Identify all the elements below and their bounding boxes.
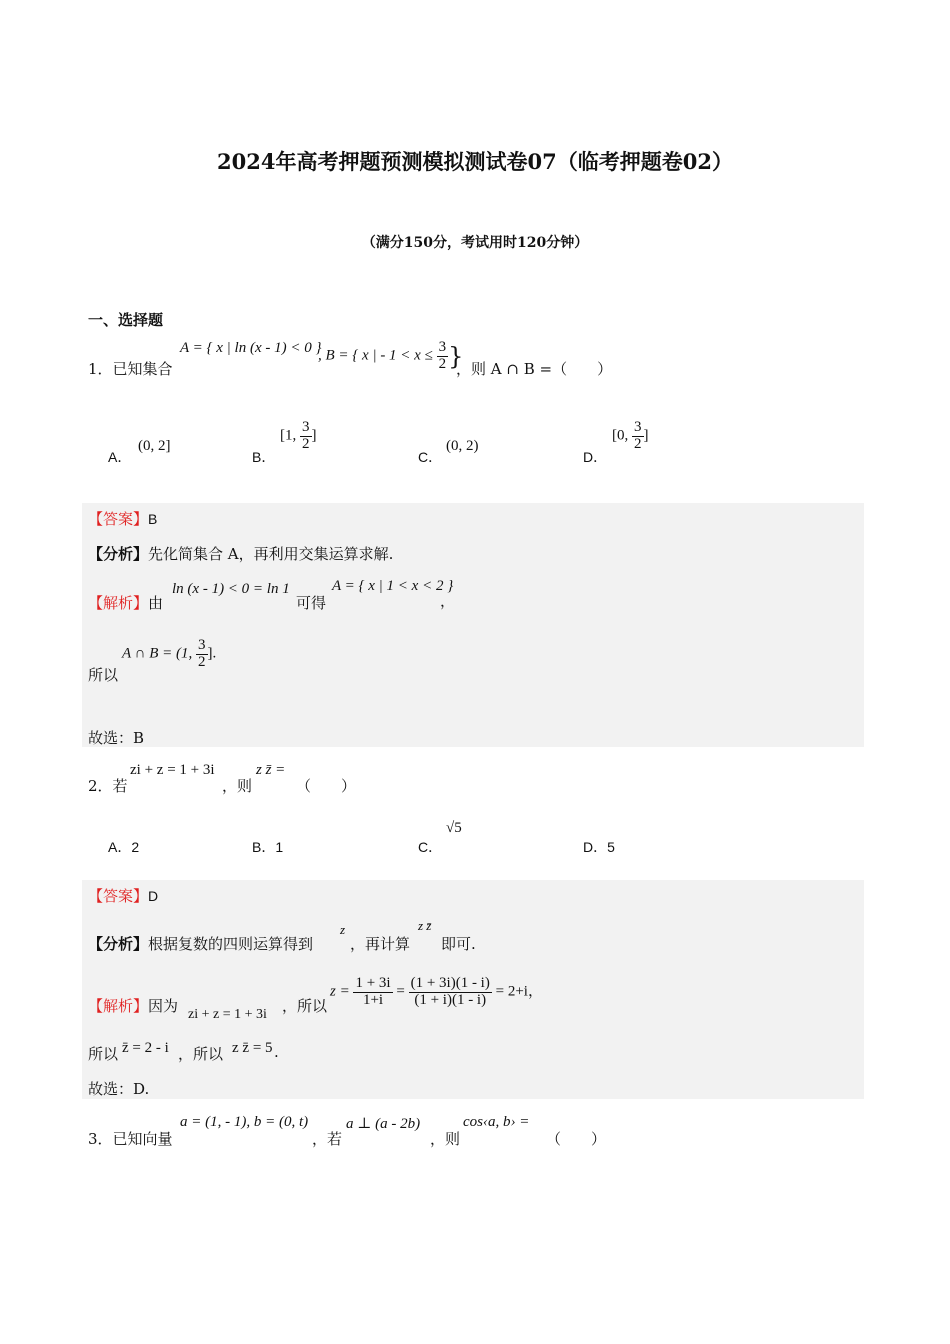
page-title: 2024年高考押题预测模拟测试卷07（临考押题卷02） xyxy=(217,149,733,174)
period: . xyxy=(274,1043,279,1061)
option-b-label[interactable]: B． xyxy=(252,449,276,465)
question-3-mid2: ，则 xyxy=(430,1130,461,1148)
option-c-value: (0, 2) xyxy=(446,438,479,454)
solution-line-2a xyxy=(88,995,178,1016)
option-c-value: √5 xyxy=(446,820,462,836)
fraction-numerator: (1 + 3i)(1 - i) xyxy=(410,975,490,991)
fraction-denominator: 1+i xyxy=(362,991,384,1008)
z-equals: z = xyxy=(330,983,350,1000)
comma: ， xyxy=(527,983,543,1000)
fraction-numerator: 3 xyxy=(438,339,447,355)
question-2-paren: （ ） xyxy=(296,777,357,795)
fraction-numerator: 3 xyxy=(302,419,310,435)
solution-formula-ln: ln (x - 1) < 0 = ln 1 xyxy=(172,581,290,597)
solution-line-2b: 所以 xyxy=(88,1045,119,1063)
option-label: A． xyxy=(108,839,132,855)
analysis-zz: z z̄ xyxy=(418,918,432,933)
option-value: 1 xyxy=(275,839,284,855)
option-label: B． xyxy=(252,839,276,855)
question-3-condition: a ⊥ (a - 2b) xyxy=(346,1116,421,1132)
fraction-numerator: 3 xyxy=(198,637,206,653)
intersection-close: ]. xyxy=(207,645,217,662)
conjugate-value: z̄ = 2 - i xyxy=(122,1040,169,1056)
fraction-denominator: 2 xyxy=(438,355,447,372)
solution-box-1 xyxy=(82,503,864,747)
option-label: D． xyxy=(583,839,608,855)
interval-open: [0, xyxy=(612,427,629,444)
answer-tag: 【答案】 xyxy=(88,510,149,528)
analysis-tag: 【分析】 xyxy=(88,545,149,563)
solution-line-1 xyxy=(88,592,163,613)
result: = 2+i xyxy=(495,983,528,1000)
solution-tag: 【解析】 xyxy=(88,997,149,1015)
option-b-value xyxy=(280,420,317,453)
section-heading: 一、选择题 xyxy=(88,311,164,329)
fraction-denominator: 2 xyxy=(302,435,310,452)
option-a-label[interactable]: A． xyxy=(108,449,132,465)
stem-text: 已知集合 xyxy=(112,360,173,378)
analysis-z: z xyxy=(340,922,346,937)
analysis-line-2 xyxy=(88,933,313,954)
product-value: z z̄ = 5 xyxy=(232,1040,273,1056)
analysis-line-1 xyxy=(88,543,393,564)
question-3-mid1: ，若 xyxy=(312,1130,343,1148)
question-1-tail: ，则 A ∩ B =（ ） xyxy=(456,360,613,378)
option-value: 5 xyxy=(607,839,615,855)
conclusion-1: 故选：B xyxy=(88,729,145,747)
question-3-vectors: a = (1, - 1), b = (0, t) xyxy=(180,1114,309,1130)
fraction-denominator: 2 xyxy=(634,435,642,452)
solution-text-kede: 可得 xyxy=(296,594,327,612)
question-2-condition: zi + z = 1 + 3i xyxy=(130,762,215,778)
fraction-numerator: 1 + 3i xyxy=(355,975,391,991)
option-value: 2 xyxy=(131,839,140,855)
question-2-mid: ，则 xyxy=(222,777,253,795)
interval-close: ] xyxy=(643,427,649,444)
question-2-stem xyxy=(88,775,128,796)
option-a[interactable] xyxy=(108,837,139,857)
equals-sign: = xyxy=(396,983,405,1000)
option-d-value xyxy=(612,420,649,453)
fraction-denominator: (1 + i)(1 - i) xyxy=(414,991,487,1008)
option-d-fraction xyxy=(632,420,644,453)
set-b-fraction xyxy=(437,340,449,373)
solution-text: 因为 xyxy=(148,997,179,1015)
solution-text: 由 xyxy=(148,594,164,612)
fraction-2 xyxy=(409,976,492,1009)
brace: } xyxy=(448,342,464,371)
answer-tag: 【答案】 xyxy=(88,887,149,905)
option-c-label[interactable]: C． xyxy=(418,449,443,465)
question-number: 1． xyxy=(88,360,113,378)
fraction-numerator: 3 xyxy=(634,419,642,435)
question-3-expr: cos‹a, b› = xyxy=(463,1114,530,1130)
analysis-text-2: ，再计算 xyxy=(350,935,411,953)
analysis-tag: 【分析】 xyxy=(88,935,149,953)
stem-text: 已知向量 xyxy=(112,1130,173,1148)
set-b-text: , B = { x | - 1 < x ≤ xyxy=(318,347,433,364)
option-c-label[interactable]: C． xyxy=(418,839,443,855)
fraction-denominator: 2 xyxy=(198,653,206,670)
comma: ， xyxy=(440,592,456,610)
intersection-fraction xyxy=(196,638,208,671)
solution-tag: 【解析】 xyxy=(88,594,149,612)
page-subtitle: （满分150分，考试用时120分钟） xyxy=(361,235,589,251)
answer-line-1 xyxy=(88,508,157,529)
question-3-stem xyxy=(88,1128,173,1149)
option-b-fraction xyxy=(300,420,312,453)
answer-value: B xyxy=(148,511,158,527)
solution-fraction-chain xyxy=(330,976,543,1009)
question-2-expr: z z̄ = xyxy=(256,762,286,778)
solution-text-suoyi-2: ，所以 xyxy=(178,1045,224,1063)
question-3-paren: （ ） xyxy=(546,1130,607,1148)
solution-text-suoyi: ，所以 xyxy=(282,997,328,1015)
interval-open: [1, xyxy=(280,427,297,444)
answer-value: D xyxy=(148,888,159,904)
fraction-1 xyxy=(353,976,392,1009)
set-b-formula xyxy=(318,340,463,373)
question-1-stem xyxy=(88,358,173,379)
question-number: 2． xyxy=(88,777,113,795)
analysis-text: 根据复数的四则运算得到 xyxy=(148,935,314,953)
analysis-text: 先化简集合 A，再利用交集运算求解. xyxy=(148,545,394,563)
solution-condition: zi + z = 1 + 3i xyxy=(188,1007,267,1022)
option-d-label[interactable]: D． xyxy=(583,449,608,465)
option-a-value: (0, 2] xyxy=(138,438,171,454)
conclusion-2: 故选：D. xyxy=(88,1080,150,1098)
solution-intersection xyxy=(122,638,216,671)
option-b[interactable] xyxy=(252,837,283,857)
intersection-text: A ∩ B = (1, xyxy=(122,645,193,662)
option-d[interactable] xyxy=(583,837,615,857)
question-number: 3． xyxy=(88,1130,113,1148)
interval-close: ] xyxy=(311,427,317,444)
analysis-text-3: 即可. xyxy=(441,935,476,953)
stem-text: 若 xyxy=(112,777,128,795)
solution-line-2: 所以 xyxy=(88,666,119,684)
answer-line-2 xyxy=(88,885,158,906)
set-a-formula: A = { x | ln (x - 1) < 0 } xyxy=(180,340,322,356)
solution-formula-set: A = { x | 1 < x < 2 } xyxy=(332,578,454,594)
